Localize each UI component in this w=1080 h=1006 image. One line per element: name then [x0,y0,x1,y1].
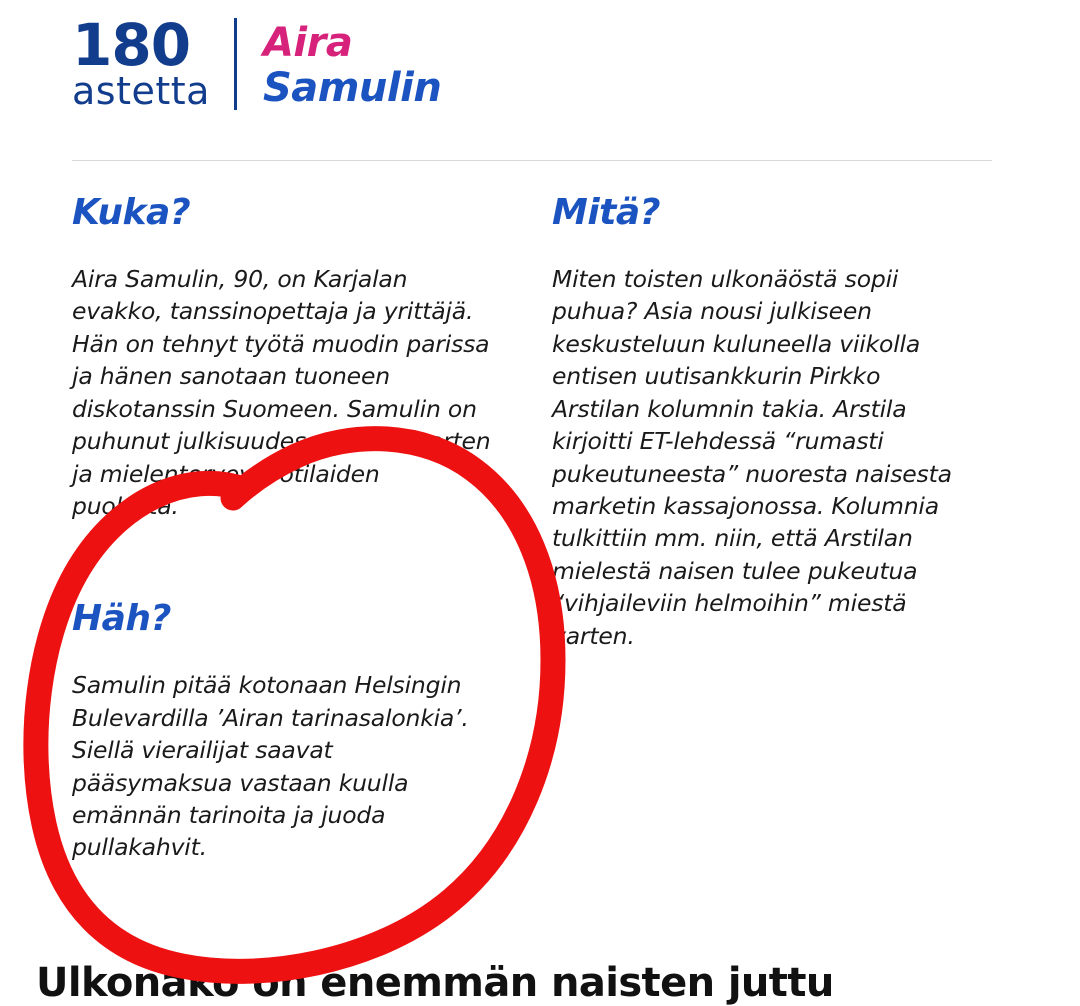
right-column [552,192,972,652]
subject-last-name: Samulin [262,65,442,111]
section-heading-kuka: Kuka? [72,192,191,233]
section-body-kuka: Aira Samulin, 90, on Karjalan evakko, tanssinopettaja ja yrittäjä. Hän on tehnyt työtä muodin parissa ja hänen sanotaan tuoneen diskotanssin Suomeen. Samulin on puhunut julkisuudessa mm. nuorten ja mielenterveyspotilaiden puolesta. [72,265,491,520]
masthead [72,10,442,114]
subject-first-name: Aira [262,20,353,67]
logo-number: 180 [72,10,191,79]
bottom-headline: Ulkonäkö on enemmän naisten juttu [36,960,834,1006]
section-body-mita: Miten toisten ulkonäöstä sopii puhua? Asia nousi julkiseen keskusteluun kuluneella viikolla entisen uutisankkurin Pirkko Arstilan kolumnin takia. Arstila kirjoitti ET-lehdessä “rumasti pukeutuneesta” nuoresta naisesta marketin kassajonossa. Kolumnia tulkittiin mm. niin, että Arstilan mielestä naisen tulee pukeutua “vihjaileviin helmoihin” miestä varten. [552,265,952,650]
section-heading-hah: Häh? [72,598,171,640]
publication-logo [72,10,210,114]
section-body-hah: Samulin pitää kotonaan Helsingin Bulevardilla ’Airan tarinasalonkia’. Siellä vierailijat saavat pääsymaksua vastaan kuulla emännän tarinoita ja juoda pullakahvit. [72,671,469,862]
logo-word: astetta [72,69,210,114]
section-heading-mita: Mitä? [552,192,661,233]
article-subject-name [263,19,441,109]
left-column [72,192,492,864]
masthead-divider [234,18,237,110]
header-rule [72,160,992,161]
